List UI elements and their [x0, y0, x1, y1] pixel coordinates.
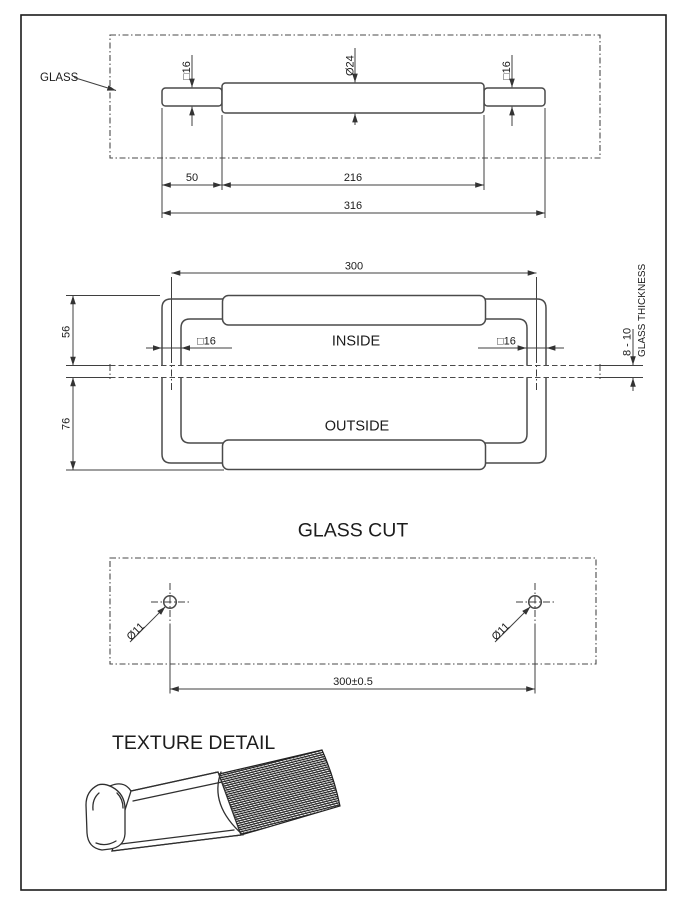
dim-text-post-left: □16	[197, 335, 216, 348]
dim-text-316: 316	[343, 200, 363, 212]
inside-label: INSIDE	[331, 333, 381, 350]
dim-text-56: 56	[60, 325, 73, 338]
glass-thickness-label: GLASS THICKNESS	[637, 263, 648, 357]
outside-grip	[223, 440, 486, 470]
handle-grip	[222, 83, 484, 113]
texture-title: TEXTURE DETAIL	[112, 732, 276, 754]
dim-text-sq16-left: □16	[181, 61, 193, 80]
front-view	[40, 35, 600, 218]
dim-text-216: 216	[343, 172, 363, 184]
dim-text-glass-thickness: 8 - 10	[621, 327, 634, 356]
inside-grip	[223, 296, 486, 326]
glass-label: GLASS	[40, 72, 79, 84]
texture-detail-view	[86, 732, 340, 851]
outside-label: OUTSIDE	[324, 418, 390, 435]
rod-mask	[112, 772, 241, 851]
handle-end-right	[484, 88, 545, 106]
dim-text-hole-left: Ø11	[124, 620, 148, 644]
section-view	[61, 261, 649, 471]
handle-end-left	[162, 88, 222, 106]
dim-text-76: 76	[60, 417, 73, 430]
glass-cut-view	[110, 520, 596, 694]
dim-text-300: 300	[344, 260, 364, 273]
dim-text-dia24: Ø24	[344, 55, 357, 76]
dim-text-sq16-right: □16	[501, 61, 513, 80]
dim-text-50: 50	[185, 172, 199, 184]
dim-text-hole-spacing: 300±0.5	[333, 676, 373, 688]
end-cap-face	[86, 784, 125, 850]
glass-cut-title: GLASS CUT	[297, 519, 409, 542]
dim-text-hole-right: Ø11	[489, 620, 513, 644]
dim-text-post-right: □16	[497, 335, 516, 348]
glass-cut-outline	[110, 558, 596, 664]
